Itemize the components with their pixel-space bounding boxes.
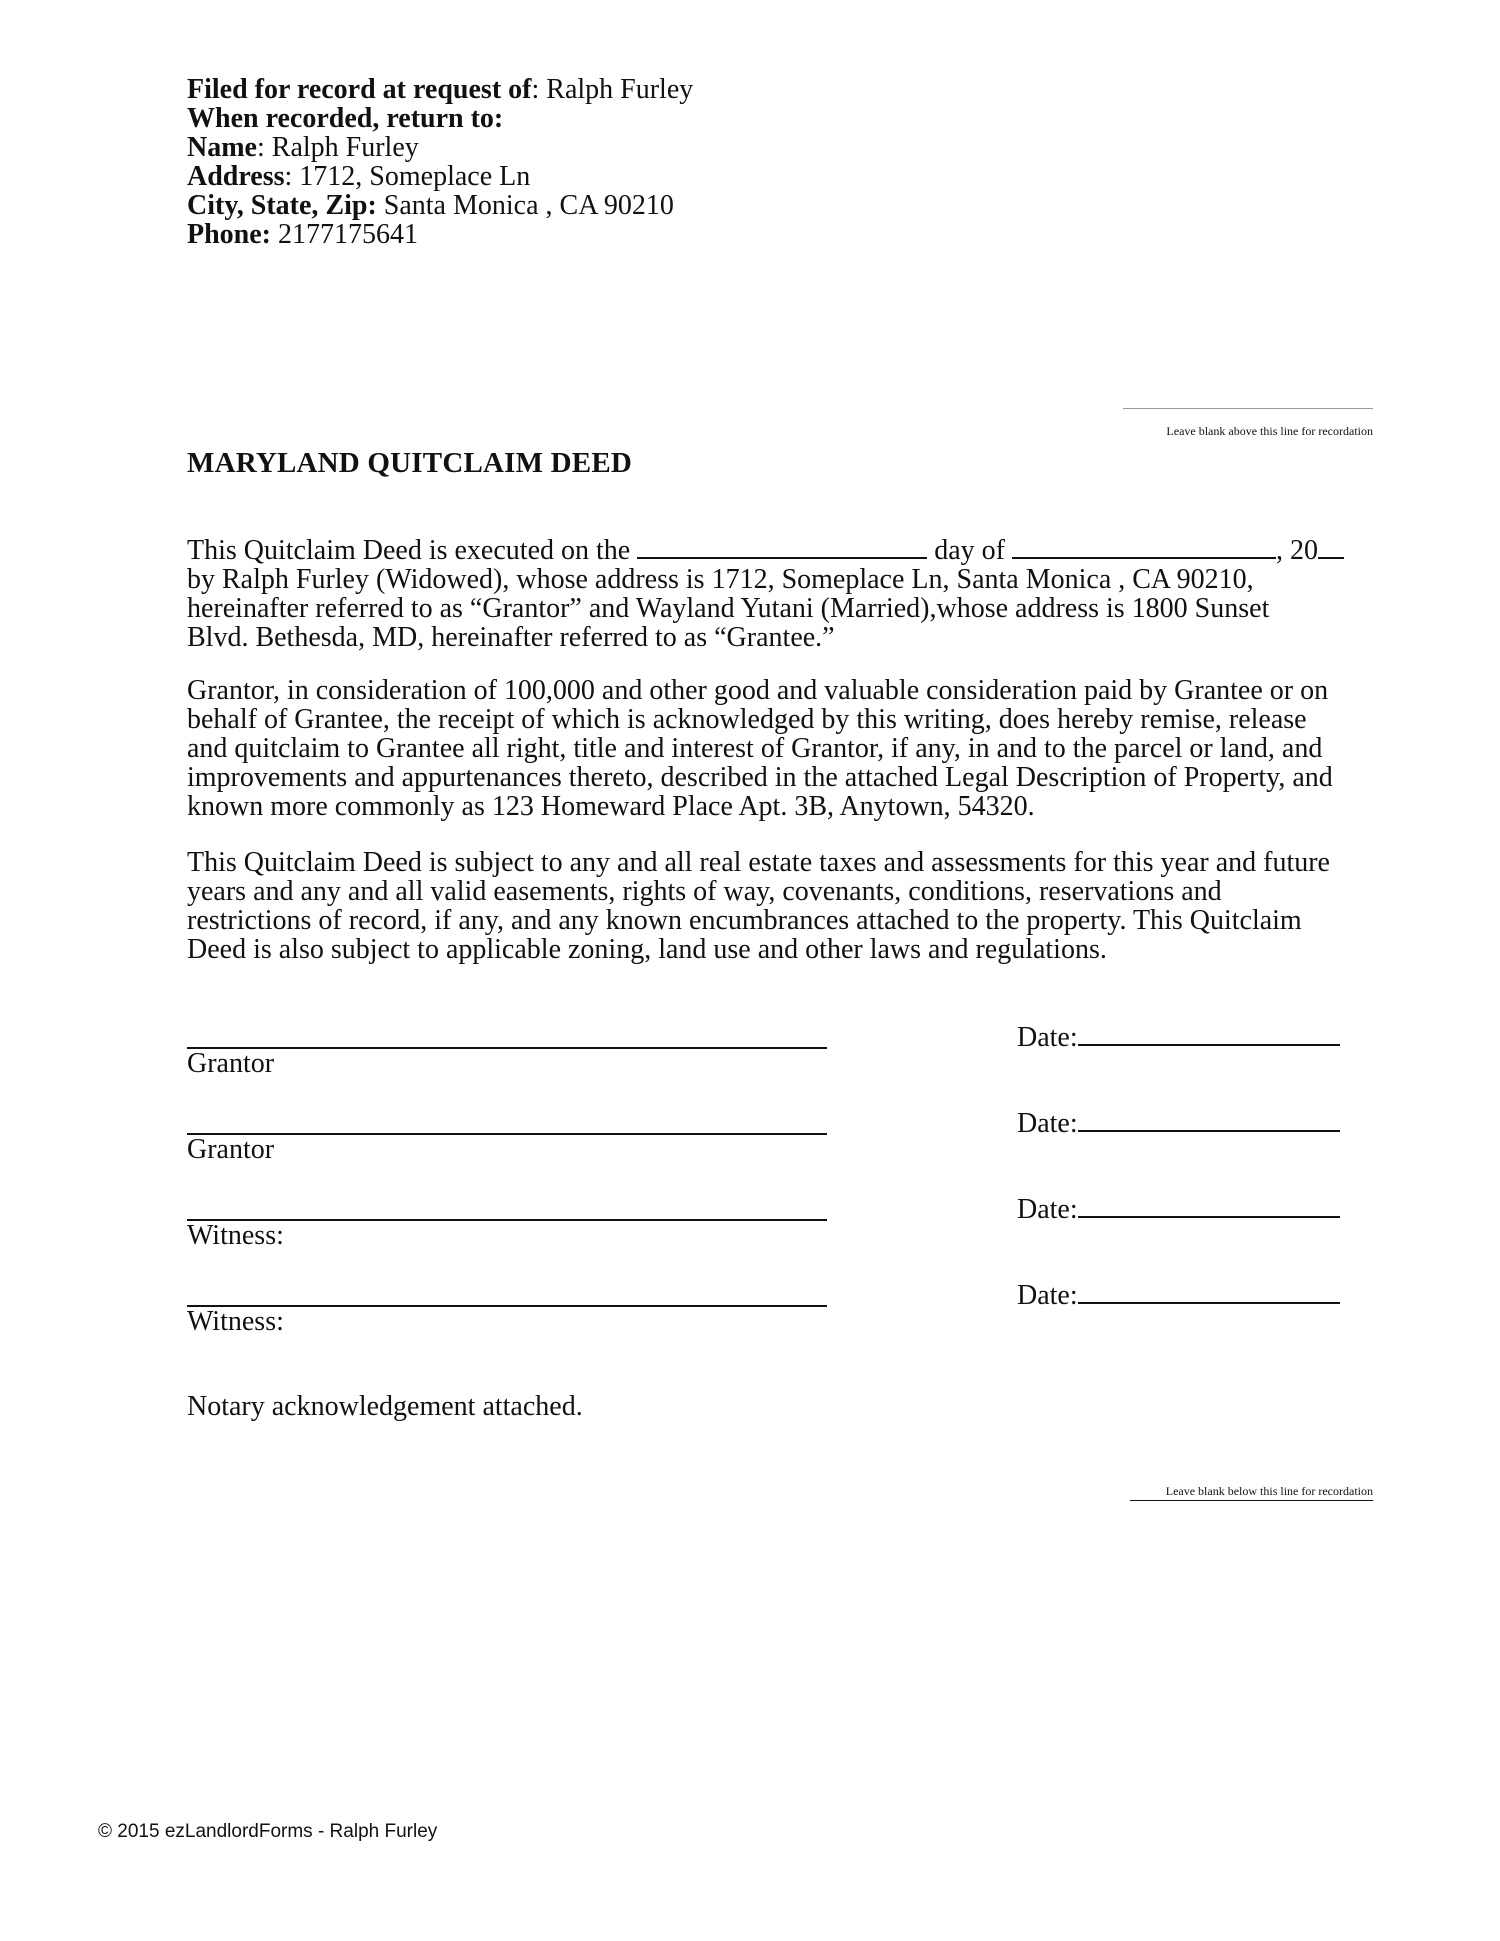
day-of-text: day of	[927, 535, 1012, 566]
signature-line[interactable]	[187, 1276, 827, 1307]
date-label: Date:	[1017, 1108, 1078, 1139]
signature-label: Grantor	[187, 1134, 275, 1165]
filed-row	[187, 75, 693, 104]
signature-date	[1017, 1192, 1340, 1224]
signature-row-witness-1	[187, 1190, 1387, 1260]
grantee-address-line: Blvd. Bethesda, MD, hereinafter referred to as “Grantee.”	[187, 622, 835, 653]
address-row	[187, 162, 693, 191]
filed-label: Filed for record at request of	[187, 74, 532, 105]
date-label: Date:	[1017, 1022, 1078, 1053]
date-blank[interactable]	[1078, 1192, 1340, 1218]
grantor-line: by Ralph Furley (Widowed), whose address is 1712, Someplace Ln, Santa Monica , CA 90210,	[187, 564, 1254, 595]
recordation-top-note: Leave blank above this line for recordation	[1166, 424, 1373, 438]
execution-day-blank[interactable]	[637, 533, 927, 559]
paragraph-line: and quitclaim to Grantee all right, title and interest of Grantor, if any, in and to the parcel or land, and	[187, 733, 1323, 764]
paragraph-line: years and any and all valid easements, rights of way, covenants, conditions, reservations and	[187, 876, 1222, 907]
execution-line	[187, 533, 1387, 565]
phone-row	[187, 220, 693, 249]
notary-note: Notary acknowledgement attached.	[187, 1391, 583, 1422]
grantee-line: hereinafter referred to as “Grantor” and Wayland Yutani (Married),whose address is 1800 Sunset	[187, 593, 1270, 624]
paragraph-line: behalf of Grantee, the receipt of which is acknowledged by this writing, does hereby remise, release	[187, 704, 1307, 735]
name-row	[187, 133, 693, 162]
date-blank[interactable]	[1078, 1020, 1340, 1046]
deed-title: MARYLAND QUITCLAIM DEED	[187, 447, 633, 479]
signature-label: Witness:	[187, 1220, 284, 1251]
paragraph-line: Deed is also subject to applicable zoning, land use and other laws and regulations.	[187, 934, 1107, 965]
address-value: : 1712, Someplace Ln	[284, 161, 531, 192]
paragraph-line: improvements and appurtenances thereto, described in the attached Legal Description of Property, and	[187, 762, 1333, 793]
address-label: Address	[187, 161, 285, 192]
return-address-block	[187, 75, 693, 249]
date-blank[interactable]	[1078, 1278, 1340, 1304]
date-blank[interactable]	[1078, 1106, 1340, 1132]
signature-row-grantor-2	[187, 1104, 1387, 1174]
phone-value: 2177175641	[271, 219, 418, 250]
filed-value: : Ralph Furley	[531, 74, 694, 105]
execution-paragraph	[187, 533, 1387, 652]
phone-label: Phone:	[187, 219, 271, 250]
consideration-paragraph	[187, 676, 1387, 821]
date-label: Date:	[1017, 1194, 1078, 1225]
signature-row-witness-2	[187, 1276, 1387, 1346]
recordation-top-line	[1123, 408, 1373, 409]
city-row	[187, 191, 693, 220]
paragraph-line: restrictions of record, if any, and any known encumbrances attached to the property. This Quitclaim	[187, 905, 1302, 936]
paragraph-line: known more commonly as 123 Homeward Place Apt. 3B, Anytown, 54320.	[187, 791, 1035, 822]
signature-date	[1017, 1278, 1340, 1310]
copyright-footer: © 2015 ezLandlordForms - Ralph Furley	[98, 1821, 438, 1842]
signature-line[interactable]	[187, 1018, 827, 1049]
name-label: Name	[187, 132, 257, 163]
signature-date	[1017, 1106, 1340, 1138]
execution-month-blank[interactable]	[1012, 533, 1276, 559]
signature-date	[1017, 1020, 1340, 1052]
when-recorded-label: When recorded, return to:	[187, 103, 504, 134]
city-label: City, State, Zip:	[187, 190, 377, 221]
signature-row-grantor-1	[187, 1018, 1387, 1088]
subject-to-paragraph	[187, 848, 1387, 964]
city-value: Santa Monica , CA 90210	[376, 190, 674, 221]
year-prefix-text: , 20	[1275, 535, 1318, 566]
name-value: : Ralph Furley	[256, 132, 419, 163]
recordation-bottom-note: Leave blank below this line for recordation	[1130, 1484, 1373, 1501]
signature-line[interactable]	[187, 1104, 827, 1135]
when-recorded-row	[187, 104, 693, 133]
execution-year-blank[interactable]	[1318, 533, 1344, 559]
paragraph-line: This Quitclaim Deed is subject to any and all real estate taxes and assessments for this year and future	[187, 847, 1330, 878]
signature-line[interactable]	[187, 1190, 827, 1221]
signature-label: Grantor	[187, 1048, 275, 1079]
signature-label: Witness:	[187, 1306, 284, 1337]
executed-on-text: This Quitclaim Deed is executed on the	[187, 535, 638, 566]
date-label: Date:	[1017, 1280, 1078, 1311]
paragraph-line: Grantor, in consideration of 100,000 and other good and valuable consideration paid by Grantee or on	[187, 675, 1329, 706]
